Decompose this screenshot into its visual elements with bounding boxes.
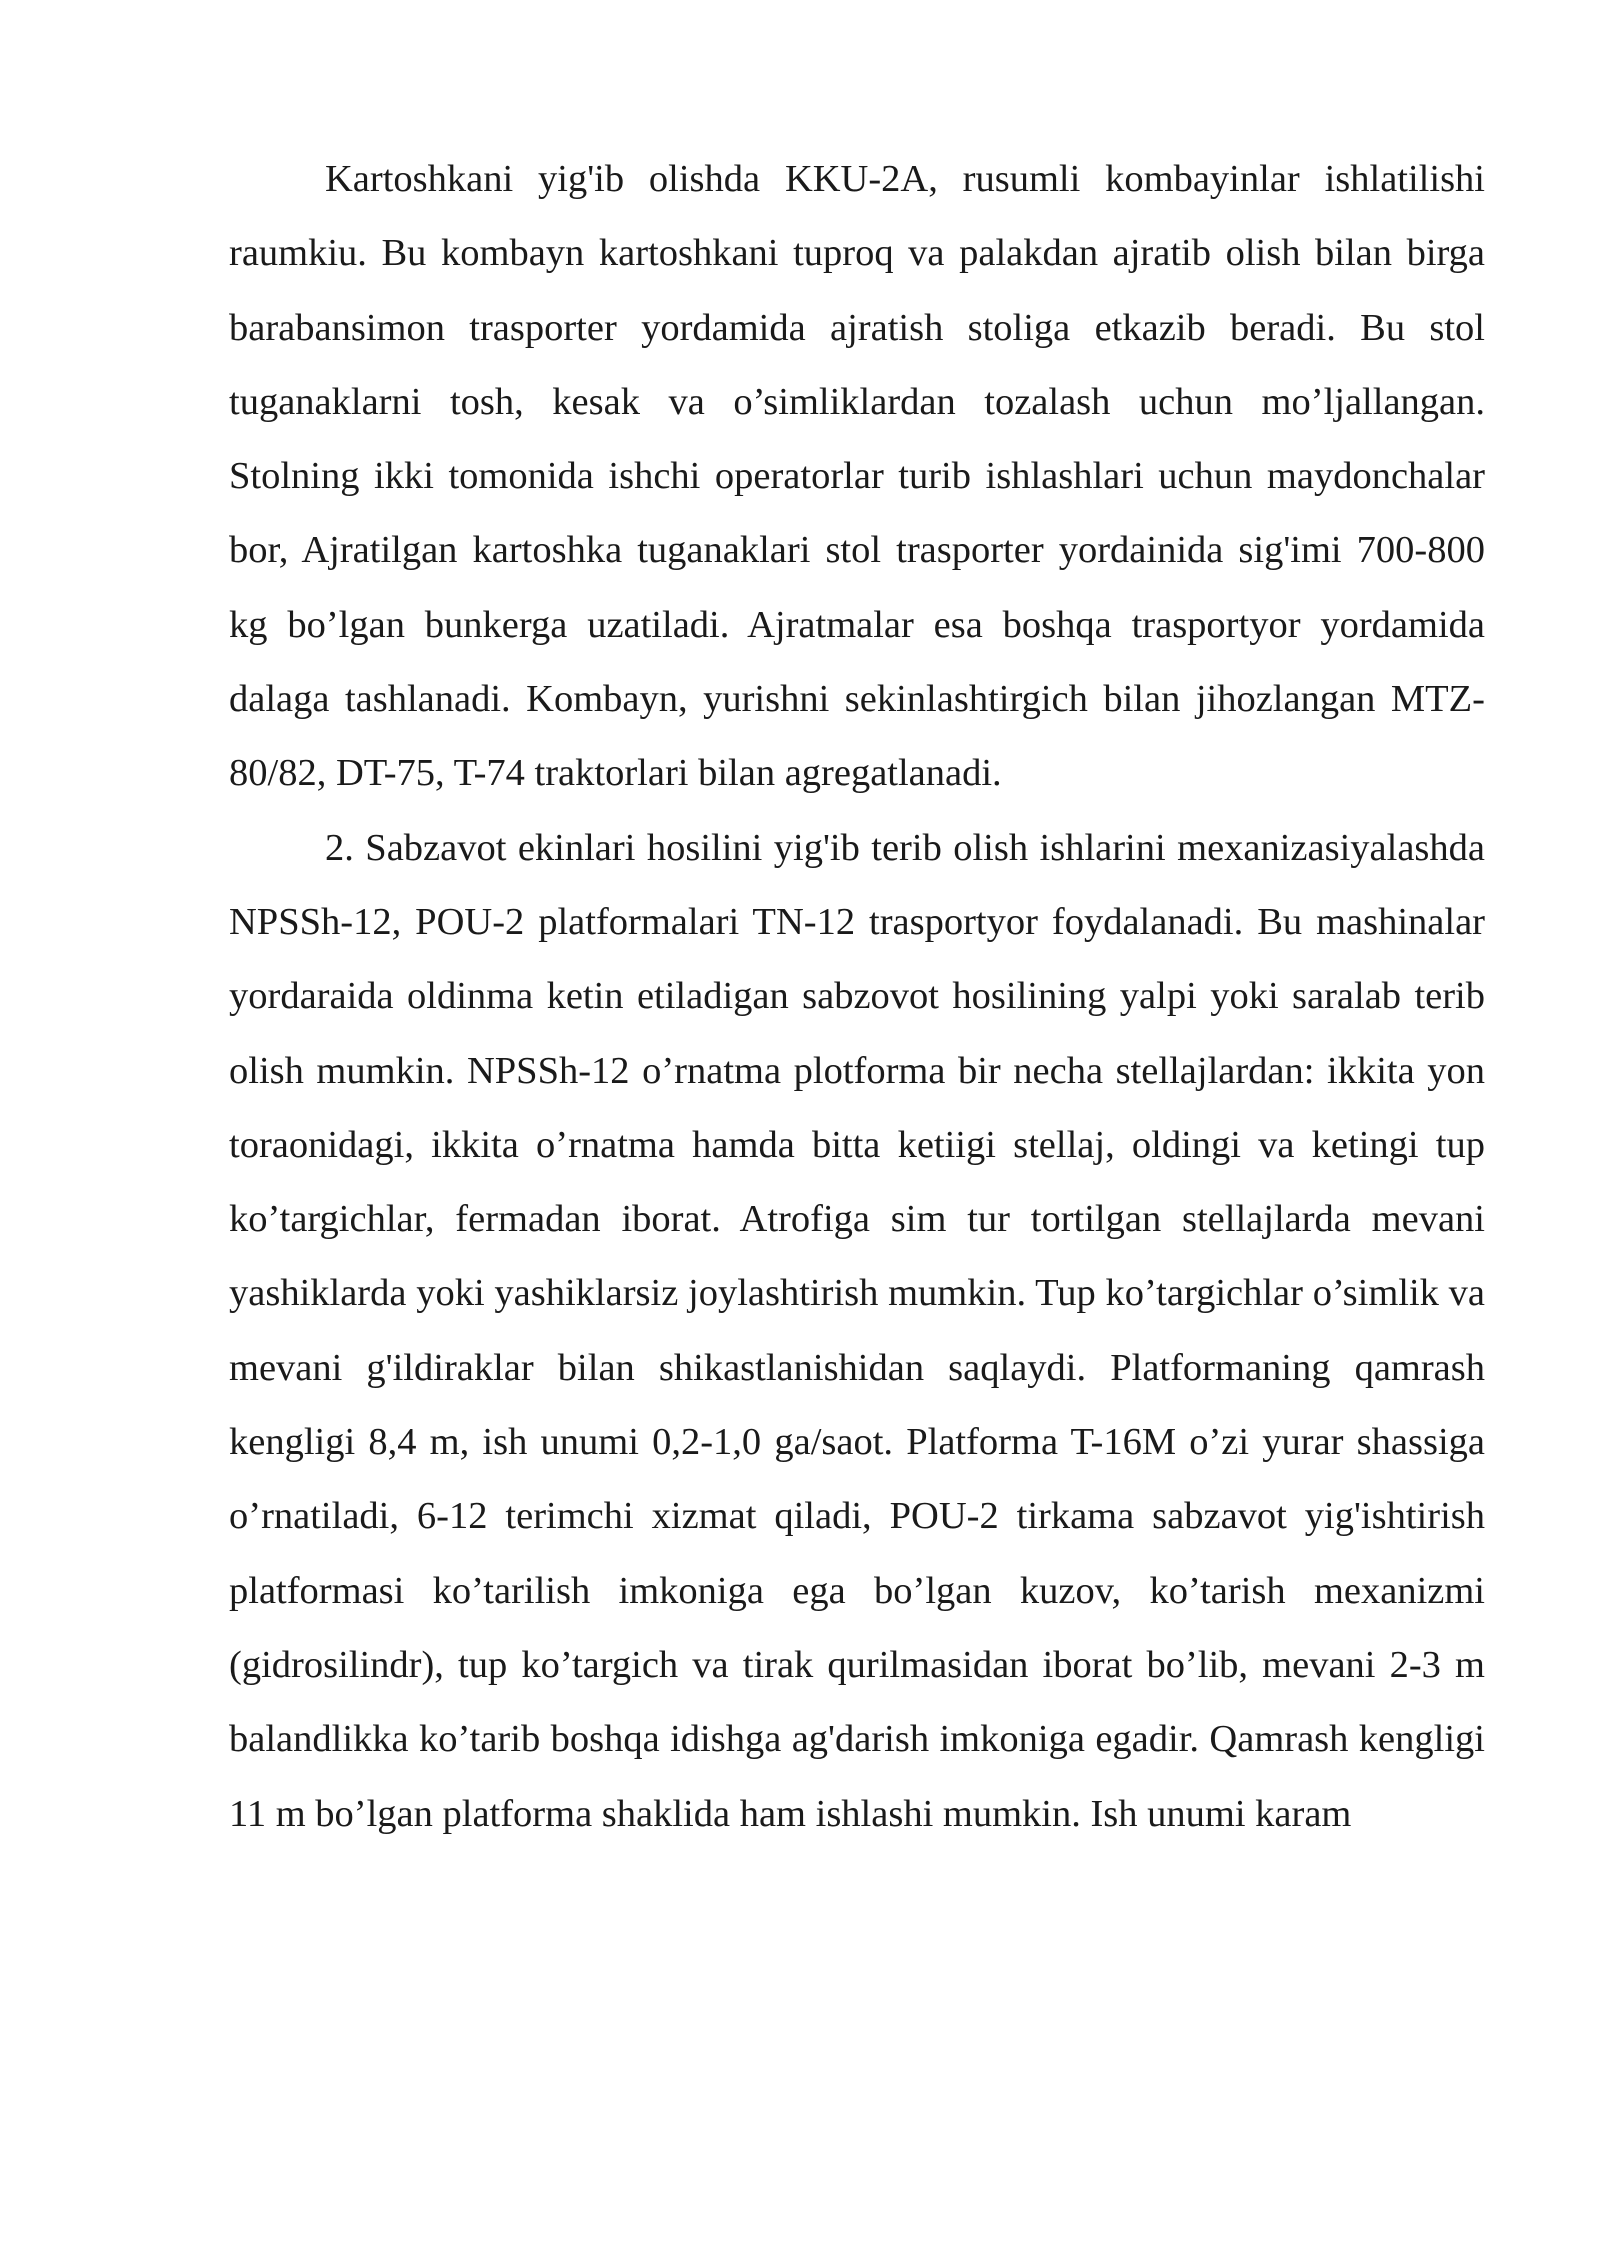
document-body — [229, 142, 1485, 1851]
paragraph-sabzavot-platforma: 2. Sabzavot ekinlari hosilini yig'ib terib olish ishlarini mexanizasiyalashda NPSSh-12, POU-2 platformalari TN-12 trasportyor foydalanadi. Bu mashinalar yordaraida oldinma ketin etiladigan sabzovot hosilining yalpi yoki saralab terib olish mumkin. NPSSh-12 o’rnatma plotforma bir necha stellajlardan: ikkita yon toraonidagi, ikkita o’rnatma hamda bitta ketiigi stellaj, oldingi va ketingi tup ko’targichlar, fermadan iborat. Atrofiga sim tur tortilgan stellajlarda mevani yashiklarda yoki yashiklarsiz joylashtirish mumkin. Tup ko’targichlar o’simlik va mevani g'ildiraklar bilan shikastlanishidan saqlaydi. Platformaning qamrash kengligi 8,4 m, ish unumi 0,2-1,0 ga/saot. Platforma T-16M o’zi yurar shassiga o’rnatiladi, 6-12 terimchi xizmat qiladi, POU-2 tirkama sabzavot yig'ishtirish platformasi ko’tarilish imkoniga ega bo’lgan kuzov, ko’tarish mexanizmi (gidrosilindr), tup ko’targich va tirak qurilmasidan iborat bo’lib, mevani 2-3 m balandlikka ko’tarib boshqa idishga ag'darish imkoniga egadir. Qamrash kengligi 11 m bo’lgan platforma shaklida ham ishlashi mumkin. Ish unumi karam — [229, 826, 1485, 1835]
paragraph-kartoshka-kombayn: Kartoshkani yig'ib olishda KKU-2A, rusumli kombayinlar ishlatilishi raumkiu. Bu kombayn kartoshkani tuproq va palakdan ajratib olish bilan birga barabansimon trasporter yordamida ajratish stoliga etkazib beradi. Bu stol tuganaklarni tosh, kesak va o’simliklardan tozalash uchun mo’ljallangan. Stolning ikki tomonida ishchi operatorlar turib ishlashlari uchun maydonchalar bor, Ajratilgan kartoshka tuganaklari stol trasporter yordainida sig'imi 700-800 kg bo’lgan bunkerga uzatiladi. Ajratmalar esa boshqa trasportyor yordamida dalaga tashlanadi. Kombayn, yurishni sekinlashtirgich bilan jihozlangan MTZ-80/82, DT-75, T-74 traktorlari bilan agregatlanadi. — [229, 158, 1485, 795]
